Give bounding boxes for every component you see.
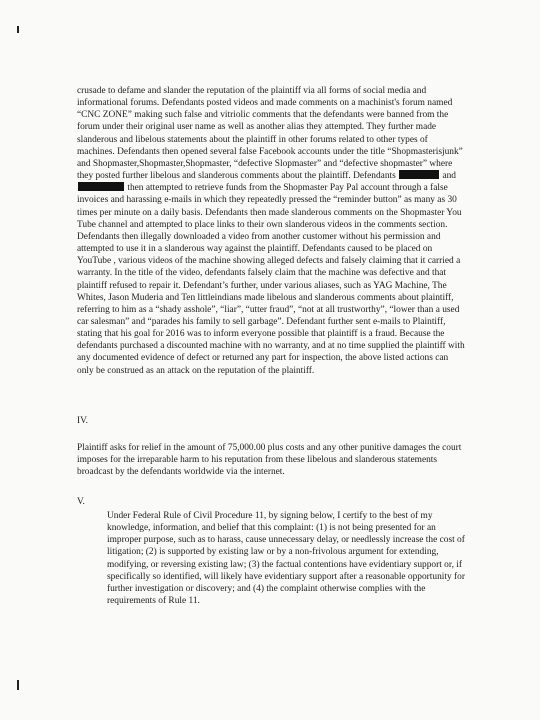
allegations-text-part2: and — [442, 171, 456, 182]
allegations-text-part3: then attempted to retrieve funds from the Shopmaster Pay Pal account through a false invoices and harassing e-mails in which they repeatedly pressed the “reminder button” as many as 30 times per minute on a daily basis. Defendants then made slanderous comments on the Shopmaster You Tube channel and attempted to place links to their own slanderous videos in the comments section. Defendants then illegally downloaded a video from another customer without his permission and attempted to use it in a slanderous way against the plaintiff. Defendants caused to be placed on YouTube , various videos of the machine showing alleged defects and falsely claiming that it carried a warranty. In the title of the video, defendants falsely claim that the machine was defective and that plaintiff refused to repair it. Defendant’s further, under various aliases, such as YAG Machine, The Whites, Jason Muderia and Ten littleindians made libelous and slanderous comments about plaintiff, referring to him as a “shady asshole”, “liar”, “utter fraud”, “not at all trustworthy”, “lower than a used car salesman” and “parades his family to sell garbage”. Defendant further sent e-mails to Plaintiff, stating that his goal for 2016 was to inform everyone possible that plaintiff is a fraud. Because the defendants purchased a discounted machine with no warranty, and at no time supplied the plaintiff with any documented evidence of defect or returned any part for inspection, the above listed actions can only be construed as an attack on the reputation of the plaintiff. — [77, 183, 465, 376]
rule11-certification-paragraph: Under Federal Rule of Civil Procedure 11, by signing below, I certify to the best of my knowledge, information, and belief that this complaint: (1) is not being presented for an improper purpose, such as to harass, cause unnecessary delay, or needlessly increase the cost of litigation; (2) is supported by existing law or by a non-frivolous argument for extending, modifying, or reversing existing law; (3) the factual contentions have evidentiary support or, if specifically so identified, will likely have evidentiary support after a reasonable opportunity for further investigation or discovery; and (4) the complaint otherwise complies with the requirements of Rule 11. — [107, 511, 465, 607]
redacted-name-2 — [78, 182, 124, 191]
scan-edge-mark-bottom — [17, 680, 19, 690]
allegations-text-part1: crusade to defame and slander the reputation of the plaintiff via all forms of social media and informational forums. Defendants posted videos and made comments on a machinist's forum named “CNC ZONE” making such false and vitriolic comments that the defendants were banned from the forum under their original user name as well as another alias they attempted. They further made slanderous and libelous statements about the plaintiff in other forums related to other types of machines. Defendants then opened several false Facebook accounts under the title “Shopmasterisjunk” and Shopmaster,Shopmaster,Shopmaster, “defective Slopmaster” and “defective shopmaster” where they posted further libelous and slanderous comments about the plaintiff. Defendants — [77, 86, 463, 182]
relief-paragraph: Plaintiff asks for relief in the amount of 75,000.00 plus costs and any other punitive damages the court imposes for the irreparable harm to his reputation from these libelous and slanderous statements broadcast by the defendants worldwide via the internet. — [77, 443, 462, 478]
section-heading-iv: IV. — [77, 416, 89, 426]
redacted-name-1 — [399, 170, 439, 179]
section-heading-v: V. — [77, 497, 85, 507]
scan-edge-mark-top — [17, 26, 19, 33]
complaint-allegations-paragraph — [77, 85, 467, 377]
